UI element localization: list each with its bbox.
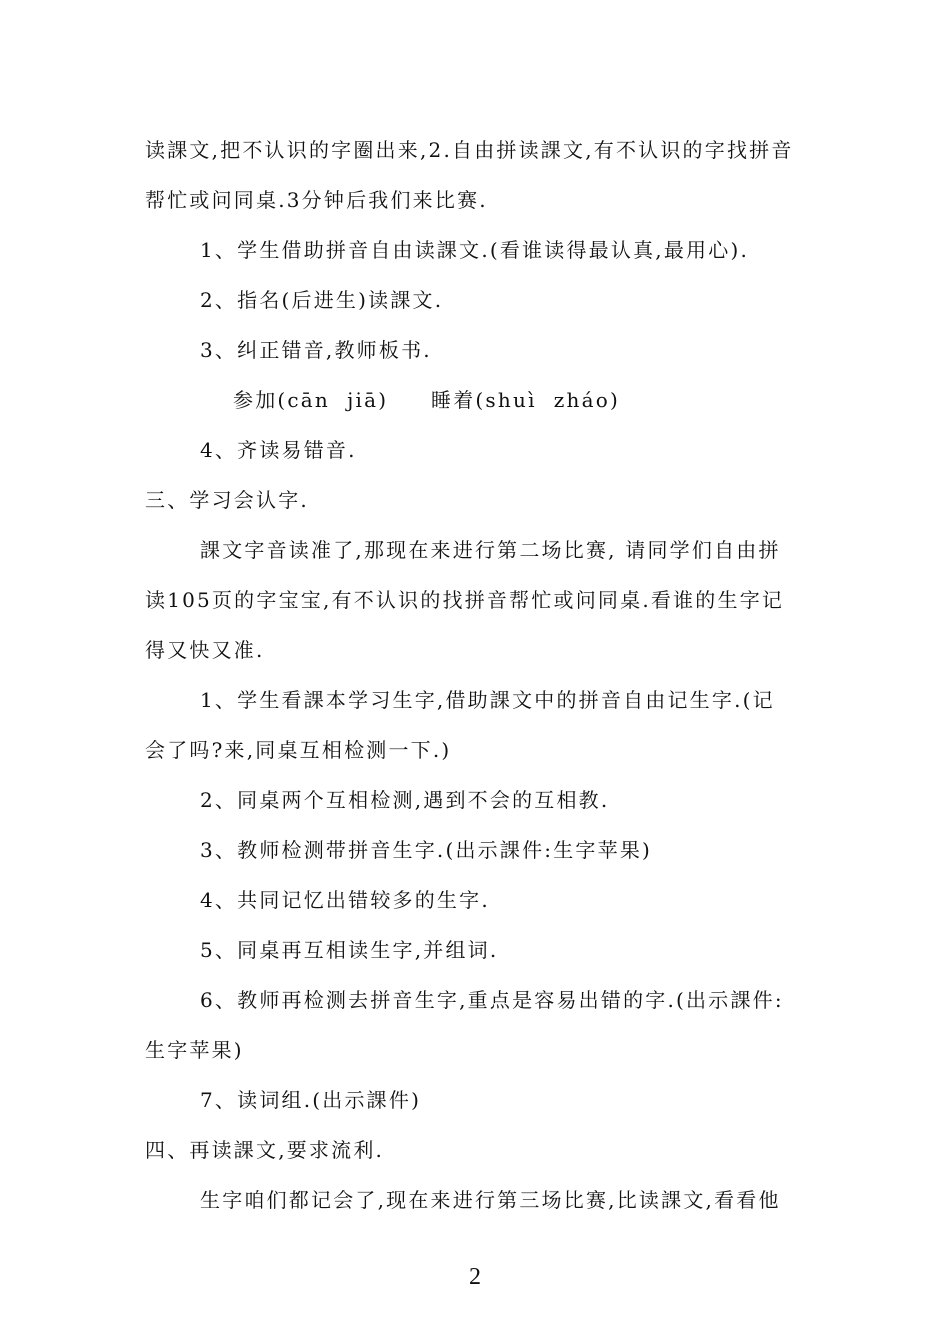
- text-line: 生字苹果): [145, 1038, 244, 1062]
- text-line: 得又快又准.: [145, 638, 265, 662]
- page-number: 2: [469, 1264, 481, 1290]
- list-item: 2、指名(后进生)读課文.: [200, 288, 444, 312]
- text-line: 读105页的字宝宝,有不认识的找拼音帮忙或问同桌.看谁的生字记: [145, 588, 785, 612]
- text-line: 帮忙或问同桌.3分钟后我们来比赛.: [145, 188, 488, 212]
- list-item: 3、教师检测带拼音生字.(出示課件:生字苹果): [200, 838, 653, 862]
- list-item: 6、教师再检测去拼音生字,重点是容易出错的字.(出示課件:: [200, 988, 784, 1012]
- list-item: 2、同桌两个互相检测,遇到不会的互相教.: [200, 788, 610, 812]
- list-item: 4、齐读易错音.: [200, 438, 357, 462]
- pinyin-line: 参加(cān jiā) 睡着(shuì zháo): [233, 388, 620, 412]
- list-item: 3、纠正错音,教师板书.: [200, 338, 432, 362]
- text-line: 会了吗?来,同桌互相检测一下.): [145, 738, 452, 762]
- list-item: 5、同桌再互相读生字,并组词.: [200, 938, 499, 962]
- list-item: 7、读词组.(出示課件): [200, 1088, 422, 1112]
- text-line: 读課文,把不认识的字圈出来,2.自由拼读課文,有不认识的字找拼音: [145, 138, 794, 162]
- list-item: 1、学生看課本学习生字,借助課文中的拼音自由记生字.(记: [200, 688, 775, 712]
- list-item: 4、共同记忆出错较多的生字.: [200, 888, 490, 912]
- list-item: 1、学生借助拼音自由读課文.(看谁读得最认真,最用心).: [200, 238, 750, 262]
- section-heading: 四、再读課文,要求流利.: [145, 1138, 385, 1162]
- section-heading: 三、学习会认字.: [145, 488, 309, 512]
- text-line: 課文字音读准了,那现在来进行第二场比赛, 请同学们自由拼: [200, 538, 781, 562]
- text-line: 生字咱们都记会了,现在来进行第三场比赛,比读課文,看看他: [200, 1188, 781, 1212]
